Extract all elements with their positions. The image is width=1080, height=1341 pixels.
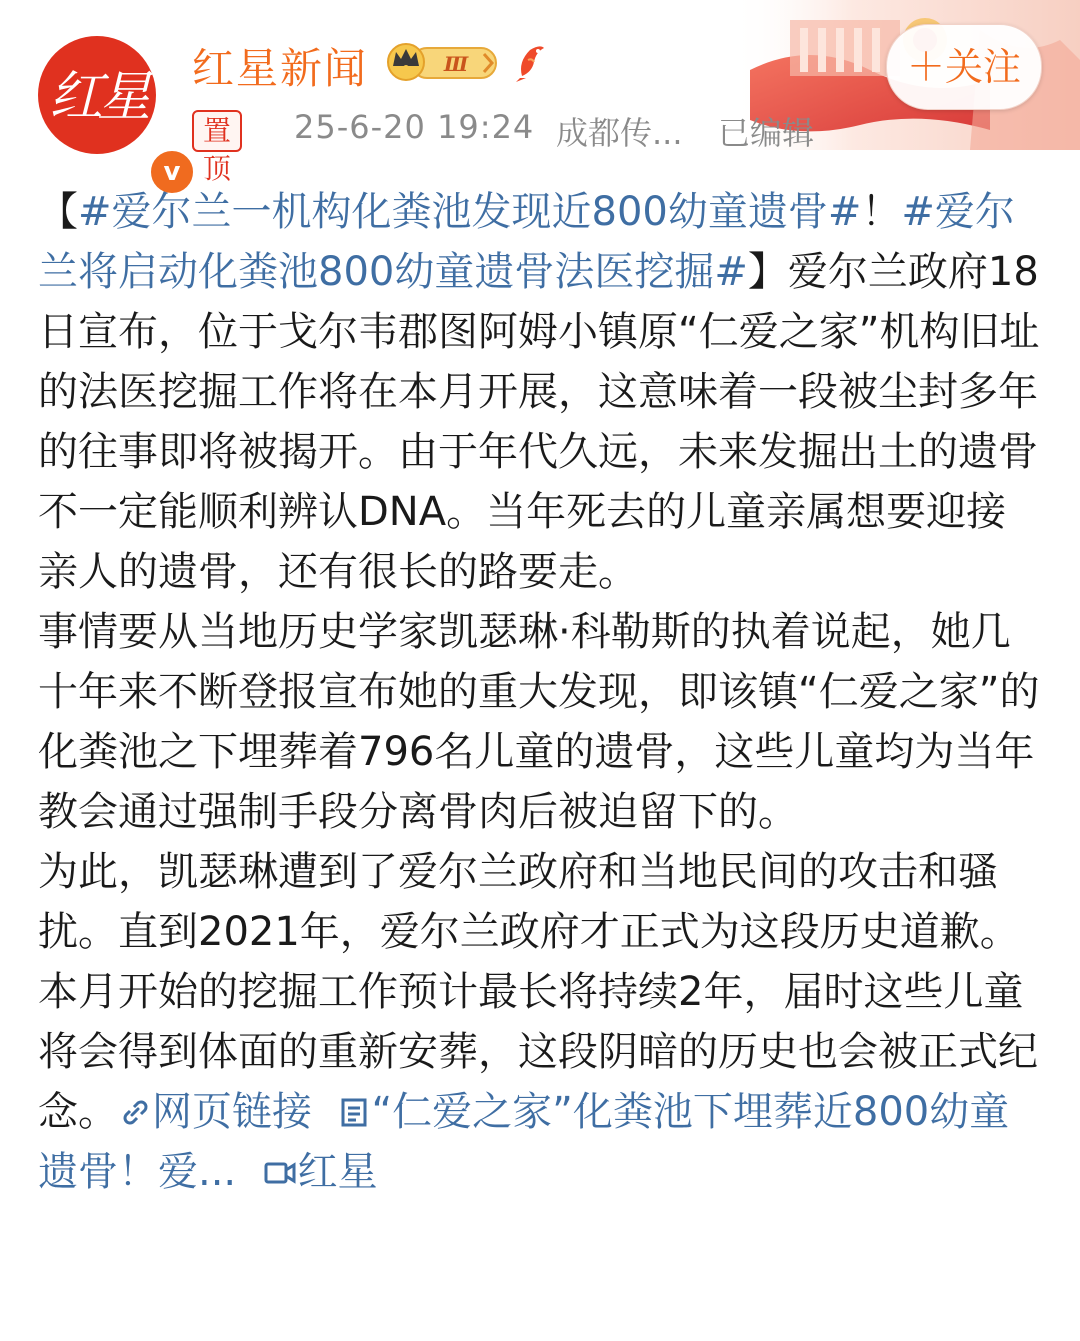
post-source[interactable]: 成都传... bbox=[556, 114, 683, 152]
hashtag-topic-link[interactable]: #爱尔兰一机构化粪池发现近800幼童遗骨# bbox=[78, 189, 862, 235]
verified-icon: v bbox=[148, 148, 196, 196]
video-icon bbox=[262, 1155, 298, 1189]
post-header bbox=[0, 0, 1080, 187]
post-paragraph: 爱尔兰政府18日宣布，位于戈尔韦郡图阿姆小镇原“仁爱之家”机构旧址的法医挖掘工作将在本月开展，这意味着一段被尘封多年的往事即将被揭开。由于年代久远，未来发掘出土的遗骨不一定能顺利辨认DNA。当年死去的儿童亲属想要迎接亲人的遗骨，还有很长的路要走。 bbox=[38, 249, 1040, 595]
post-paragraph-last bbox=[38, 842, 1044, 1202]
post-paragraph: 事情要从当地历史学家凯瑟琳·科勒斯的执着说起，她几十年来不断登报宣布她的重大发现，即该镇“仁爱之家”的化粪池之下埋葬着796名儿童的遗骨，这些儿童均为当年教会通过强制手段分离骨肉后被迫留下的。 bbox=[38, 609, 1040, 835]
koi-fish-icon bbox=[514, 42, 548, 82]
web-link-label: 网页链接 bbox=[152, 1089, 312, 1135]
web-link[interactable] bbox=[118, 1089, 312, 1135]
account-name[interactable]: 红星新闻 bbox=[192, 44, 369, 93]
video-link-label: 红星 bbox=[297, 1149, 378, 1195]
headline-exclamation: ！ bbox=[861, 189, 902, 235]
svg-text:Ⅲ: Ⅲ bbox=[443, 52, 469, 76]
video-link[interactable] bbox=[262, 1149, 378, 1195]
avatar-logo-text: 红星 bbox=[49, 65, 145, 128]
post-headline bbox=[38, 182, 1044, 602]
article-icon bbox=[337, 1095, 371, 1129]
hashtag-topic-link[interactable]: #爱尔兰将启动化粪池800幼童遗骨法医挖掘# bbox=[38, 189, 1015, 295]
post-timestamp: 25-6-20 19:24 bbox=[294, 108, 535, 146]
link-icon bbox=[118, 1095, 152, 1129]
post-body bbox=[38, 182, 1044, 1202]
headline-bracket-open: 【 bbox=[38, 189, 78, 235]
article-link-title: “仁爱之家”化粪池下埋葬近800幼童遗骨！爱... bbox=[38, 1089, 1010, 1195]
headline-bracket-close: 】 bbox=[747, 249, 788, 295]
account-avatar[interactable] bbox=[38, 36, 181, 187]
crown-rank-badge-icon[interactable] bbox=[386, 40, 498, 84]
post-paragraph-text: 为此，凯瑟琳遭到了爱尔兰政府和当地民间的攻击和骚扰。直到2021年，爱尔兰政府才正式为这段历史道歉。本月开始的挖掘工作预计最长将持续2年，届时这些儿童将会得到体面的重新安葬，这段阴暗的历史也会被正式纪念。 bbox=[38, 849, 1038, 1135]
follow-button[interactable]: ＋关注 bbox=[886, 24, 1042, 110]
edited-label[interactable]: 已编辑 bbox=[718, 114, 815, 152]
pinned-badge: 置顶 bbox=[192, 110, 242, 152]
